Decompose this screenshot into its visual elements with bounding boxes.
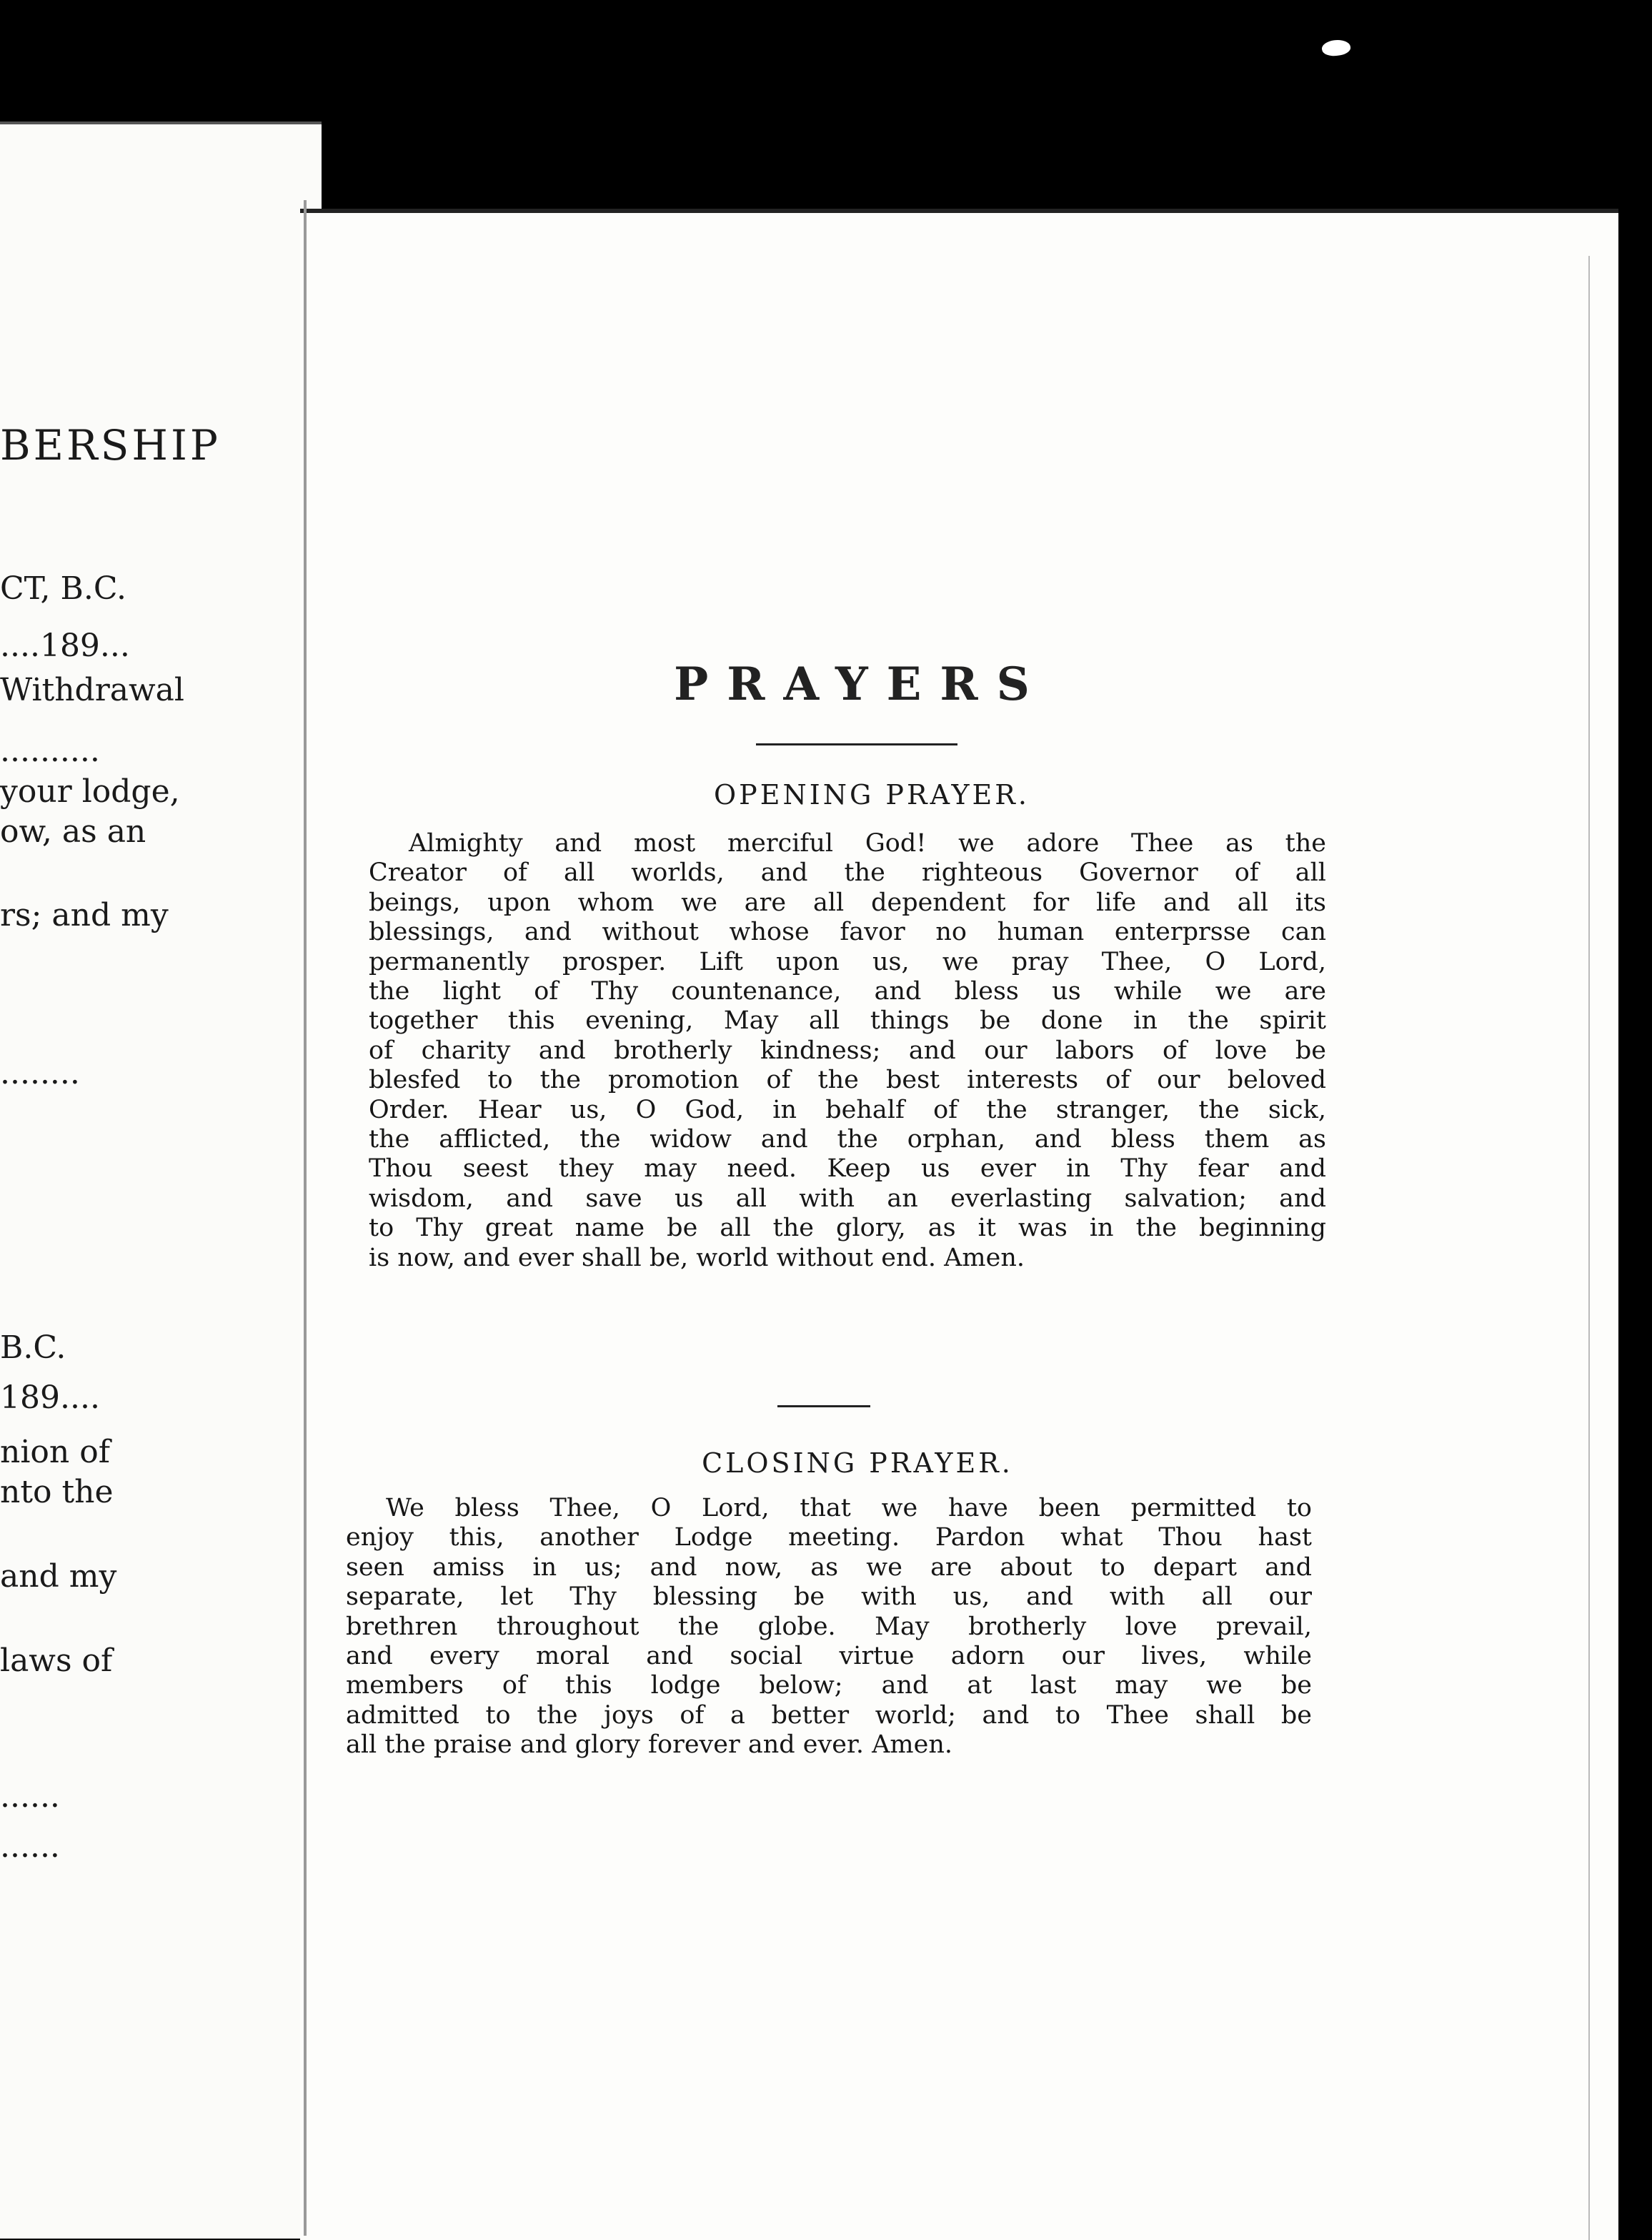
prayer-line: enjoy this, another Lodge meeting. Pardon what Thou hast (346, 1523, 1312, 1552)
closing-prayer-text (346, 1494, 1312, 1760)
left-page-fragment: rs; and my (0, 897, 169, 933)
left-page-fragment: 189.... (0, 1379, 100, 1416)
prayer-line: blessings, and without whose favor no human enterprsse can (369, 918, 1326, 947)
prayer-line: is now, and ever shall be, world without end. Amen. (369, 1243, 1025, 1272)
left-page-fragment: BERSHIP (0, 421, 221, 470)
left-page-fragment: B.C. (0, 1329, 66, 1366)
prayer-line: the light of Thy countenance, and bless us while we are (369, 977, 1326, 1006)
left-page-fragment: nto the (0, 1474, 114, 1510)
prayer-line: Creator of all worlds, and the righteous Governor of all (369, 858, 1326, 888)
prayer-line: together this evening, May all things be done in the spirit (369, 1006, 1326, 1036)
prayer-line: to Thy great name be all the glory, as it was in the beginning (369, 1214, 1326, 1243)
prayer-line: all the praise and glory forever and ever. Amen. (346, 1730, 952, 1760)
opening-prayer-heading: OPENING PRAYER. (713, 779, 1030, 811)
left-page-fragment: .......... (0, 733, 100, 769)
left-page-fragment: ow, as an (0, 813, 146, 850)
left-page-fragment: your lodge, (0, 773, 180, 810)
left-page-fragment: CT, B.C. (0, 570, 126, 607)
prayer-line: separate, let Thy blessing be with us, and with all our (346, 1582, 1312, 1612)
left-page-fragment: Withdrawal (0, 672, 184, 708)
prayer-line: members of this lodge below; and at last may we be (346, 1671, 1312, 1700)
prayer-line: blesfed to the promotion of the best interests of our beloved (369, 1066, 1326, 1095)
prayer-line: and every moral and social virtue adorn our lives, while (346, 1642, 1312, 1671)
left-page-fragment: and my (0, 1558, 117, 1595)
scan-speck (1321, 38, 1352, 57)
prayer-line: of charity and brotherly kindness; and our labors of love be (369, 1036, 1326, 1065)
title-rule (756, 743, 957, 745)
left-page-fragment: laws of (0, 1642, 113, 1679)
prayer-line: beings, upon whom we are all dependent for life and all its (369, 888, 1326, 917)
left-page-fragment: ...... (0, 1778, 60, 1815)
left-page-fragment: ....189... (0, 628, 130, 664)
left-page-fragment: nion of (0, 1434, 110, 1470)
opening-prayer-text (369, 829, 1326, 1273)
page-title: PRAYERS (674, 658, 1048, 711)
left-page (0, 122, 322, 2239)
prayer-line: Thou seest they may need. Keep us ever in Thy fear and (369, 1154, 1326, 1184)
prayer-line: seen amiss in us; and now, as we are about to depart and (346, 1552, 1312, 1582)
prayer-line: We bless Thee, O Lord, that we have been permitted to (386, 1494, 1312, 1522)
closing-prayer-heading: CLOSING PRAYER. (702, 1447, 1013, 1479)
prayer-line: Order. Hear us, O God, in behalf of the stranger, the sick, (369, 1095, 1326, 1124)
left-page-fragment: ...... (0, 1828, 60, 1865)
prayer-line: the afflicted, the widow and the orphan, and bless them as (369, 1125, 1326, 1154)
prayer-line: brethren throughout the globe. May brotherly love prevail, (346, 1612, 1312, 1641)
prayer-line: admitted to the joys of a better world; and to Thee shall be (346, 1700, 1312, 1730)
left-page-fragment: ........ (0, 1055, 80, 1091)
page-gutter (304, 200, 307, 2236)
prayer-line: wisdom, and save us all with an everlasting salvation; and (369, 1184, 1326, 1213)
section-rule (777, 1405, 870, 1407)
prayer-line: permanently prosper. Lift upon us, we pray Thee, O Lord, (369, 947, 1326, 976)
prayer-line: Almighty and most merciful God! we adore Thee as the (409, 829, 1326, 858)
